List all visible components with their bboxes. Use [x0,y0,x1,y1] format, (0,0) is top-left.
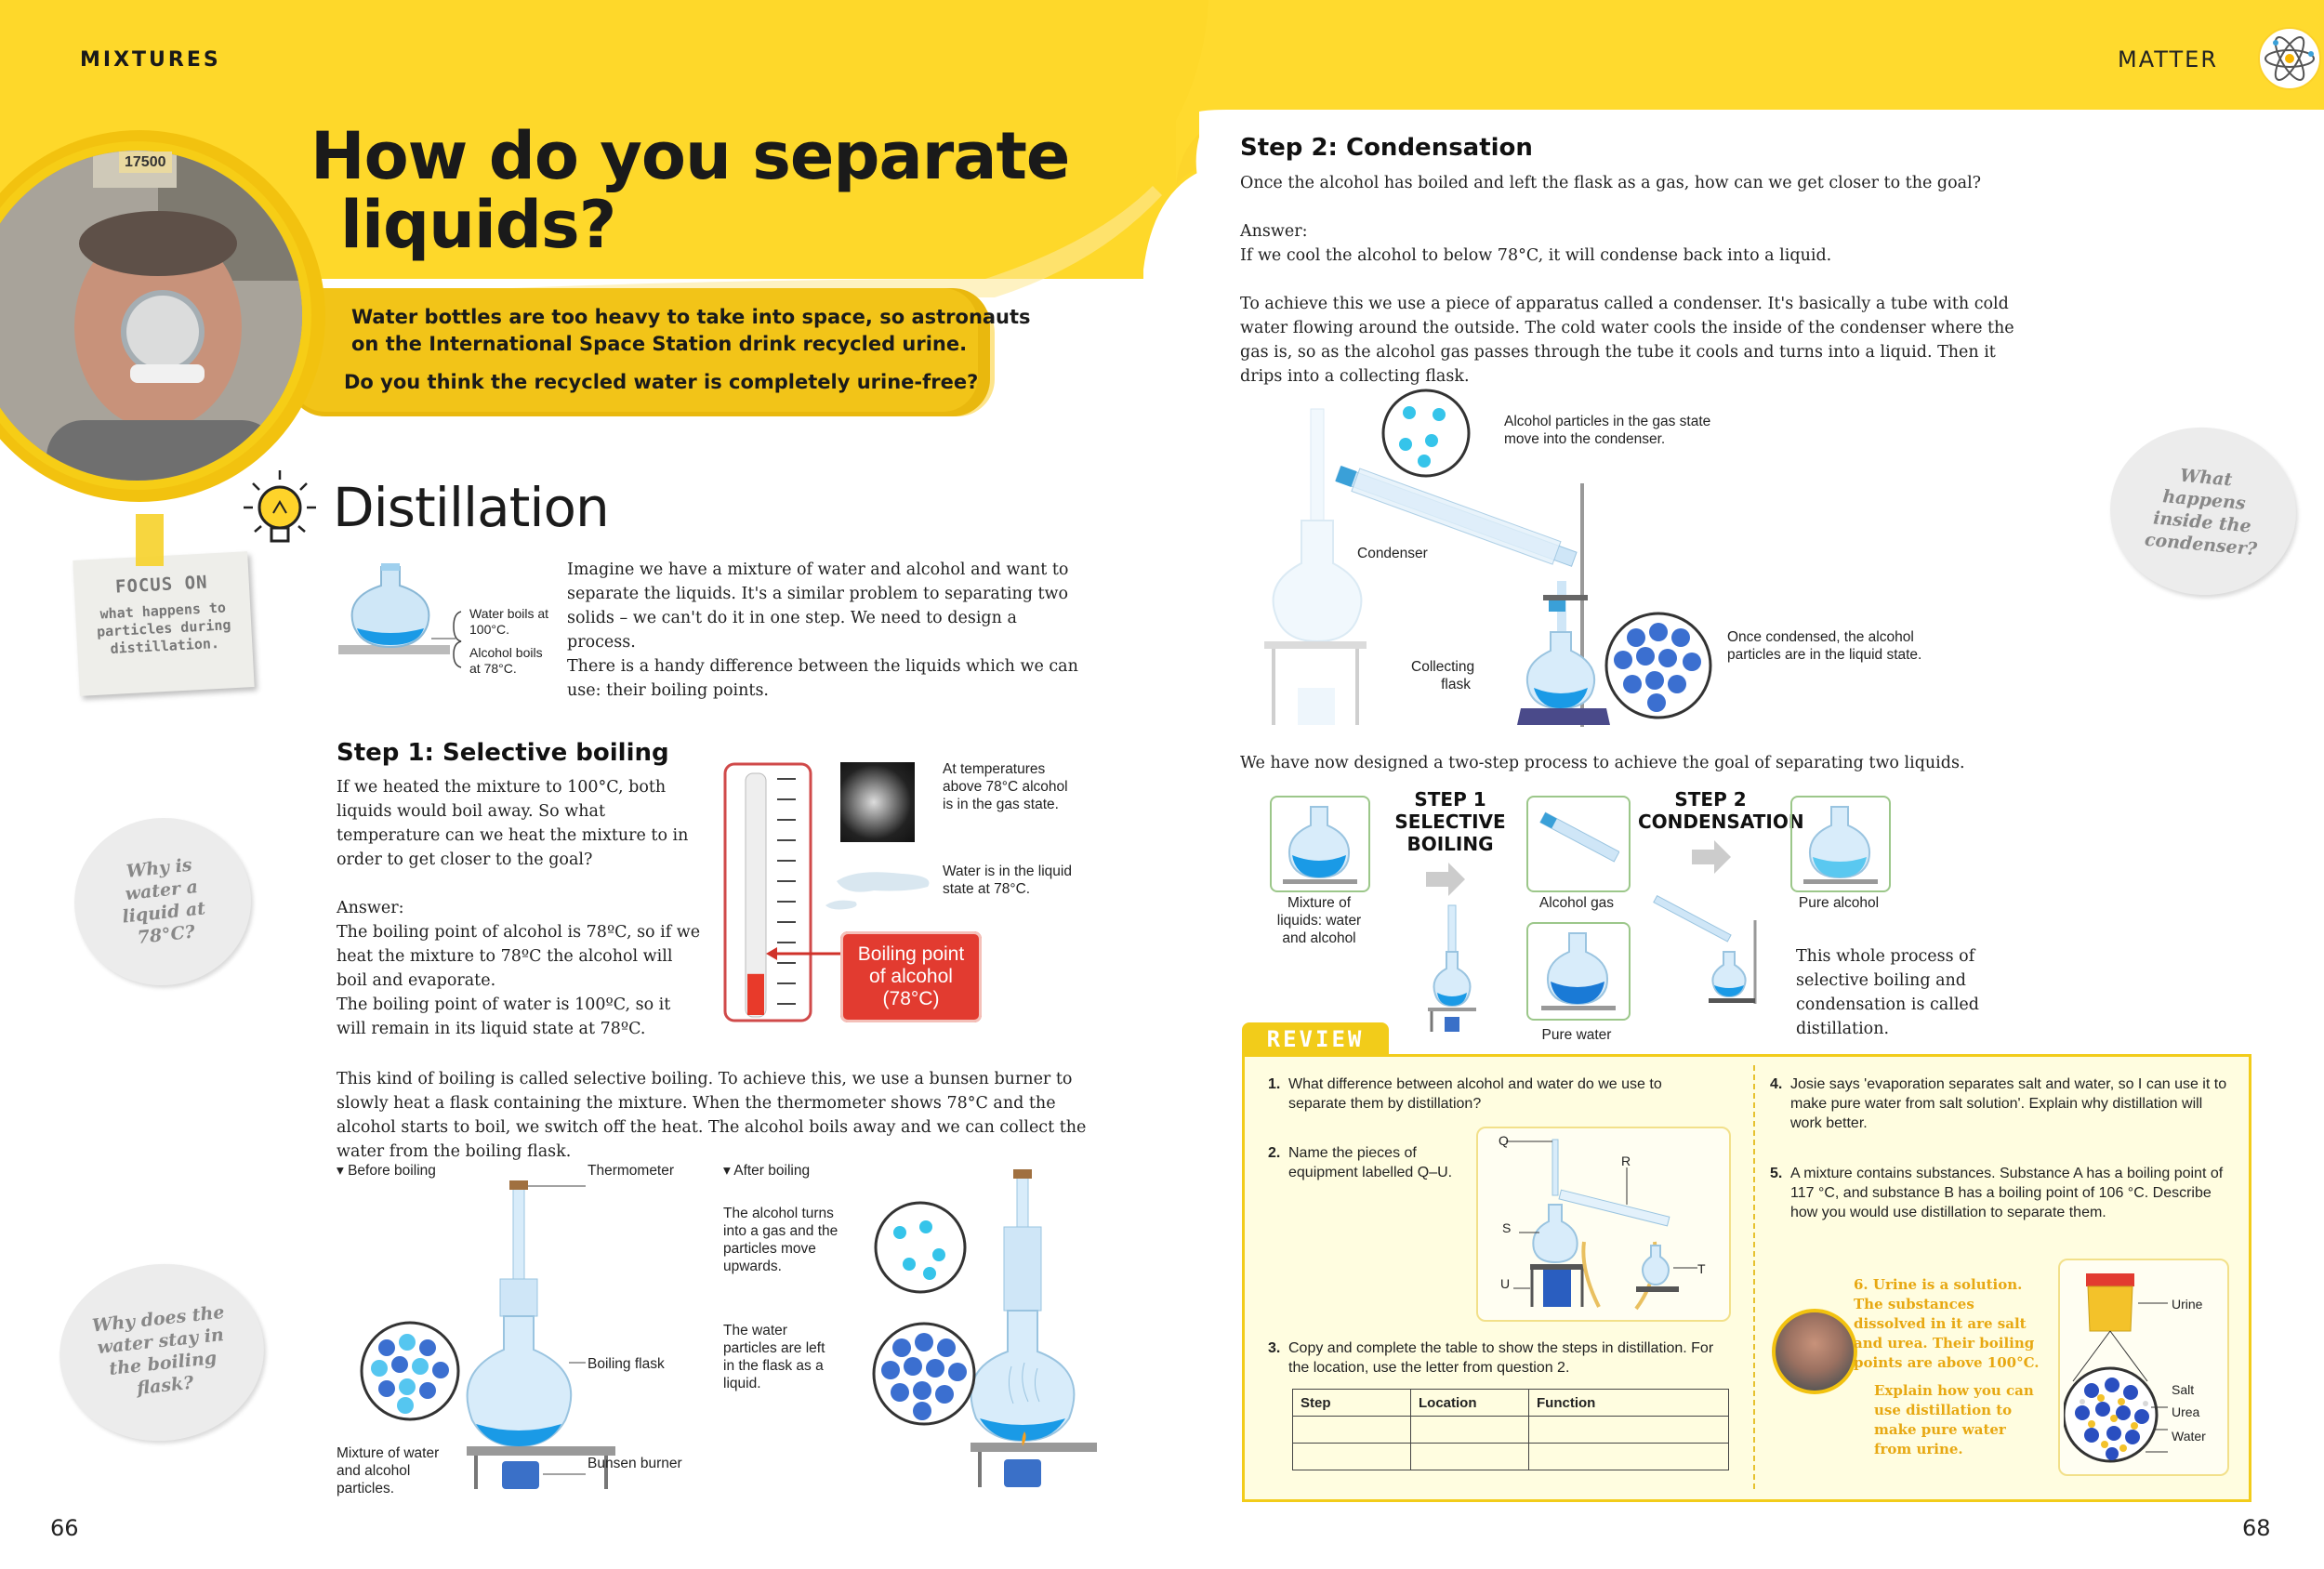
urine-label: Urine [2172,1297,2203,1312]
process-summary: This whole process of selective boiling and condensation is called distillation. [1796,947,1979,1038]
review-q2: Name the pieces of equipment labelled Q–U. [1288,1145,1453,1180]
review-q4: Josie says 'evaporation separates salt and water, so I can use it to make pure water from salt solution'. Explain why distillation will work better. [1790,1076,2227,1131]
step2-para2: If we cool the alcohol to below 78°C, it will condense back into a liquid. [1240,246,1832,265]
water-particles-zoom [870,1320,978,1428]
review-q1-num: 1. [1268,1076,1281,1092]
letter-r: R [1621,1154,1631,1168]
small-flask-diagram [335,558,483,669]
process-step2-title: STEP 2 CONDENSATION [1638,788,1804,833]
process-alcohol-gas-label: Alcohol gas [1538,895,1615,911]
step2-mini-apparatus [1651,892,1772,1008]
thermometer-fill [747,974,764,1015]
review-table [1292,1389,1729,1470]
alcohol-turns-label: The alcohol turns into a gas and the particles move upwards. [723,1206,838,1274]
arrow-right-icon [1426,863,1467,896]
arrow-right-icon-2 [1692,840,1733,874]
review-q3: Copy and complete the table to show the steps in distillation. For the location, use the letter from question 2. [1288,1340,1714,1376]
step1-answer-label: Answer: [337,899,404,917]
review-title: REVIEW [1266,1026,1365,1052]
review-q5: A mixture contains substances. Substance A has a boiling point of 117 °C, and substance B has a boiling point of 106 °C. Describe how you would use distillation to separate them. [1790,1166,2224,1220]
letter-t: T [1697,1261,1706,1276]
review-q6b: Explain how you can use distillation to make pure water from urine. [1874,1382,2034,1457]
step1-para2: The boiling point of alcohol is 78ºC, so if we heat the mixture to 78ºC the alcohol will boil and evaporate. [337,923,701,990]
two-step-para: We have now designed a two-step process to achieve the goal of separating two liquids. [1240,754,1965,772]
focus-label: FOCUS ON [114,572,209,598]
before-boiling-label: ▾ Before boiling [337,1163,436,1179]
gas-photo [840,762,915,842]
alcohol-gas-icon [1536,805,1619,883]
selective-boiling-para: This kind of boiling is called selective boiling. To achieve this, we use a bunsen burner to slowly heat a flask containing the mixture. When the thermometer shows 78°C and the alcohol starts to boil, we switch off the heat. The alcohol boils away and we can collect the water from the boiling flask. [337,1070,1087,1161]
boiling-point-box [840,931,982,1022]
photo-counter: 17500 [119,152,172,173]
mixture-flask-icon [1279,799,1359,885]
letter-s: S [1502,1220,1512,1235]
review-divider [1753,1065,1755,1489]
review-q5-num: 5. [1770,1166,1783,1181]
q6-avatar [1772,1309,1857,1394]
table-row [1293,1417,1729,1444]
step1-para3: The boiling point of water is 100ºC, so it will remain in its liquid state at 78ºC. [337,995,671,1038]
section-label-mixtures: MIXTURES [80,48,221,72]
water-left-label: The water particles are left in the flask as a liquid. [723,1323,825,1391]
mixture-label: Mixture of water and alcohol particles. [337,1445,440,1496]
intro-line1: Water bottles are too heavy to take into space, so astronauts [351,306,1031,328]
step2-answer-label: Answer: [1240,222,1308,241]
table-header-location: Location [1411,1390,1529,1417]
step1-para1: If we heated the mixture to 100°C, both liquids would boil away. So what temperature can we heat the mixture to in order to get closer to the goal? [337,778,689,869]
thought-question-2: Why does the water stay in the boiling flask? [91,1301,226,1399]
step2-para3: To achieve this we use a piece of apparatus called a condenser. It's basically a tube with cold water flowing around the outside. The cold water cools the inside of the condenser where the gas is, so as the alcohol gas passes through the tube it cools and turns into a liquid. Then it drips into a collecting flask. [1240,295,2014,386]
water-boils-label: Water boils at 100°C. [469,606,549,637]
urea-label: Urea [2172,1404,2200,1419]
review-q2-num: 2. [1268,1145,1281,1161]
process-mixture-label: Mixture of liquids: water and alcohol [1276,895,1362,946]
focus-text: what happens to particles during distillation. [96,599,231,658]
boiling-point-text: Boiling point of alcohol (78°C) [857,943,965,1009]
liquid-puddle [818,864,939,911]
focus-tape [136,514,164,566]
lightbulb-icon [238,465,322,558]
pure-water-flask-icon [1538,926,1618,1011]
step2-para1: Once the alcohol has boiled and left the flask as a gas, how can we get closer to the goal? [1240,174,1982,192]
distillation-para1: Imagine we have a mixture of water and alcohol and want to separate the liquids. It's a similar problem to separating two solids – we can't do it in one step. We need to design a process. [567,560,1069,652]
collecting-flask-label: Collecting flask [1411,659,1475,692]
table-cell[interactable] [1411,1444,1529,1470]
distillation-para2: There is a handy difference between the liquids which we can use: their boiling points. [567,657,1078,700]
intro-question: Do you think the recycled water is completely urine-free? [344,371,979,393]
distillation-heading: Distillation [333,476,609,539]
table-header-step: Step [1293,1390,1411,1417]
step1-heading: Step 1: Selective boiling [337,739,669,767]
qu-apparatus [1487,1130,1720,1316]
section-label-matter: MATTER [2118,46,2218,73]
boiling-flask-label: Boiling flask [588,1356,665,1372]
process-pure-water-label: Pure water [1541,1027,1612,1043]
table-cell[interactable] [1293,1444,1411,1470]
condensed-label: Once condensed, the alcohol particles are in the liquid state. [1727,629,1922,663]
pure-alcohol-flask-icon [1800,799,1880,885]
focus-note [73,551,254,696]
atom-icon [2257,26,2322,91]
review-q3-num: 3. [1268,1340,1281,1356]
review-q1: What difference between alcohol and water do we use to separate them by distillation? [1288,1076,1662,1112]
condenser-label: Condenser [1357,546,1428,561]
gas-note: At temperatures above 78°C alcohol is in the gas state. [943,761,1068,812]
table-header-function: Function [1529,1390,1729,1417]
salt-label: Salt [2172,1382,2195,1397]
page-number-right: 68 [2242,1515,2271,1541]
liquid-note: Water is in the liquid state at 78°C. [943,864,1072,897]
gas-particles-label: Alcohol particles in the gas state move into the condenser. [1504,414,1711,447]
table-header-row [1293,1390,1729,1417]
letter-q: Q [1499,1133,1509,1148]
table-cell[interactable] [1529,1417,1729,1444]
condensed-particles-zoom [1603,610,1714,721]
mixture-particles-zoom [359,1320,461,1422]
table-cell[interactable] [1411,1417,1529,1444]
table-row [1293,1444,1729,1470]
page-title-line1: How do you separate [310,118,1070,194]
gas-particles-zoom [872,1199,969,1296]
alcohol-boils-label: Alcohol boils at 78°C. [469,645,543,676]
thought-question-3: What happens inside the condenser? [2144,465,2258,560]
pointer-arrow [766,944,846,963]
water-label: Water [2172,1429,2206,1444]
letter-u: U [1500,1276,1511,1291]
review-q4-num: 4. [1770,1076,1783,1092]
review-tab [1242,1022,1389,1056]
process-step1-title: STEP 1 SELECTIVE BOILING [1394,788,1506,855]
table-cell[interactable] [1529,1444,1729,1470]
intro-line2: on the International Space Station drink recycled urine. [351,333,968,355]
page-title-line2: liquids? [340,187,616,263]
table-cell[interactable] [1293,1417,1411,1444]
page-number-left: 66 [50,1515,79,1541]
review-q6: 6. Urine is a solution. The substances dissolved in it are salt and urea. Their boiling points are above 100°C. [1854,1276,2040,1371]
process-pure-alcohol-label: Pure alcohol [1798,895,1880,911]
bunsen-burner-label: Bunsen burner [588,1456,682,1471]
step1-mini-apparatus [1424,902,1480,1035]
condenser-gas-zoom [1380,387,1472,480]
thermometer-label: Thermometer [588,1163,675,1179]
thought-question-1: Why is water a liquid at 78°C? [121,854,207,948]
after-boiling-label: ▾ After boiling [723,1163,811,1179]
step2-heading: Step 2: Condensation [1240,134,1533,162]
thermometer [721,760,814,1026]
